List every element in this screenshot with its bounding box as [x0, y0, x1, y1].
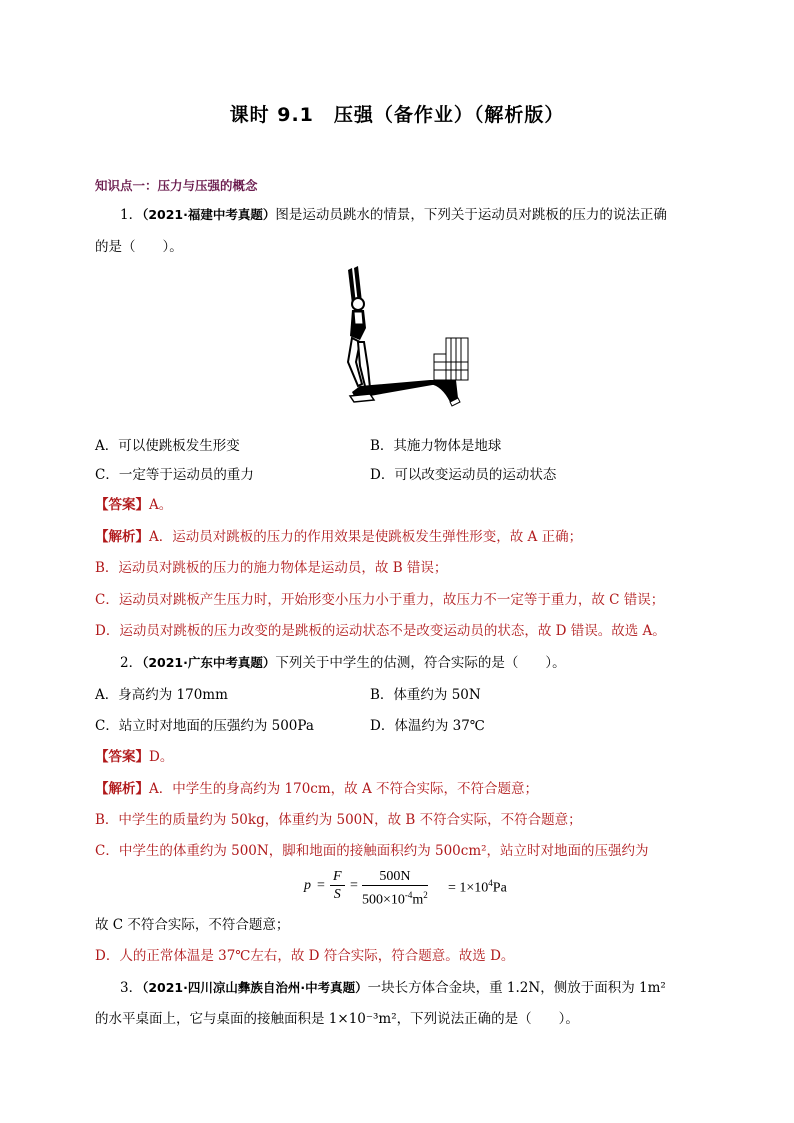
q3-stem	[120, 978, 666, 998]
q1-source: （2021·福建中考真题）	[142, 207, 276, 222]
analysis-tag: 【解析】	[95, 529, 149, 545]
formula-p: p	[304, 878, 311, 893]
q1-option-d: D．可以改变运动员的运动状态	[370, 467, 557, 483]
pressure-formula	[300, 868, 550, 908]
q2-number: 2．	[120, 655, 143, 671]
formula-frac-fs	[330, 868, 345, 904]
q2-option-a: A．身高约为 170mm	[95, 687, 228, 703]
formula-frac-values	[362, 868, 428, 910]
q3-stem-cont: 的水平桌面上，它与桌面的接触面积是 1×10⁻³m²，下列说法正确的是（ ）。	[95, 1011, 579, 1027]
q2-analysis-c: C．中学生的体重约为 500N，脚和地面的接触面积约为 500cm²，站立时对地面的压强约为	[95, 843, 649, 859]
formula-result: = $1\times 10^4Pa$	[448, 878, 507, 896]
q2-stem-text: 下列关于中学生的估测，符合实际的是（ ）。	[275, 655, 566, 671]
q2-option-b: B．体重约为 50N	[370, 687, 481, 703]
analysis-text: A．中学生的身高约为 170cm，故 A 不符合实际，不符合题意；	[149, 781, 539, 797]
q1-number: 1．	[120, 207, 143, 223]
q2-analysis-b: B．中学生的质量约为 50kg，体重约为 500N，故 B 不符合实际，不符合题意；	[95, 812, 582, 828]
q2-stem	[120, 653, 566, 673]
q1-analysis-d: D．运动员对跳板的压力改变的是跳板的运动状态不是改变运动员的状态，故 D 错误。故选 A。	[95, 623, 666, 639]
q2-option-d: D．体温约为 37℃	[370, 718, 485, 734]
answer-tag: 【答案】	[95, 497, 149, 513]
formula-denominator: $500\times 10^{-4}m^2$	[362, 890, 428, 908]
q1-stem	[120, 205, 667, 225]
q2-source: （2021·广东中考真题）	[142, 655, 276, 670]
q3-stem-text: 一块长方体合金块，重 1.2N，侧放于面积为 1m²	[367, 980, 666, 996]
q2-answer	[95, 747, 173, 767]
page-title: 课时 9.1 压强（备作业）（解析版）	[229, 104, 565, 126]
diving-board-figure	[330, 262, 470, 412]
q2-analysis-e: D．人的正常体温是 37℃左右，故 D 符合实际，符合题意。故选 D。	[95, 948, 515, 964]
formula-s: S	[333, 887, 341, 902]
section-heading: 知识点一：压力与压强的概念	[95, 178, 258, 193]
answer-tag: 【答案】	[95, 749, 149, 765]
analysis-text: A．运动员对跳板的压力的作用效果是使跳板发生弹性形变，故 A 正确；	[149, 529, 583, 545]
q1-option-b: B．其施力物体是地球	[370, 438, 502, 454]
q1-analysis-c: C．运动员对跳板产生压力时，开始形变小压力小于重力，故压力不一定等于重力，故 C 错误；	[95, 592, 665, 608]
q1-option-a: A．可以使跳板发生形变	[95, 438, 240, 454]
q1-analysis-b: B．运动员对跳板的压力的施力物体是运动员，故 B 错误；	[95, 560, 448, 576]
analysis-tag: 【解析】	[95, 781, 149, 797]
formula-f: F	[330, 868, 345, 886]
answer-value: D。	[149, 749, 174, 765]
q1-stem-text: 图是运动员跳水的情景，下列关于运动员对跳板的压力的说法正确	[275, 207, 667, 223]
formula-eq2: =	[350, 878, 358, 893]
q2-option-c: C．站立时对地面的压强约为 500Pa	[95, 718, 314, 734]
answer-value: A。	[149, 497, 173, 513]
q3-number: 3．	[120, 980, 143, 996]
q2-analysis-d: 故 C 不符合实际，不符合题意；	[95, 917, 290, 933]
q1-stem-cont: 的是（ ）。	[95, 239, 183, 255]
q3-source: （2021·四川凉山彝族自治州·中考真题）	[142, 980, 368, 995]
formula-eq: =	[317, 878, 325, 893]
q1-analysis-a	[95, 527, 582, 547]
q1-option-c: C．一定等于运动员的重力	[95, 467, 254, 483]
q2-analysis-a	[95, 779, 538, 799]
q1-answer	[95, 495, 172, 515]
formula-numerator: 500N	[362, 868, 428, 886]
